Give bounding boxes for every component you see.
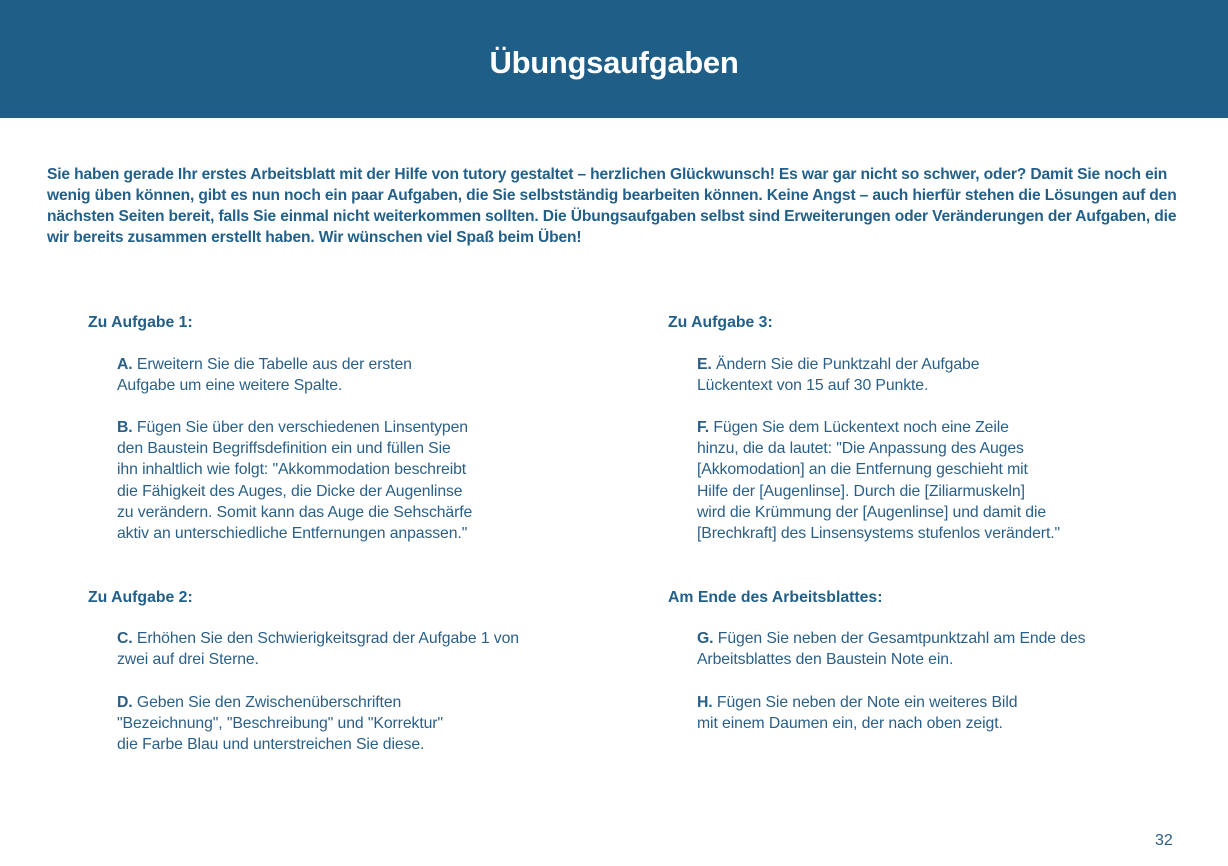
task-text: Fügen Sie neben der Gesamtpunktzahl am Ende des Arbeitsblattes den Baustein Note ein. xyxy=(697,630,1086,669)
task-letter: A. xyxy=(117,356,133,373)
section-title: Zu Aufgabe 2: xyxy=(88,589,193,606)
task-e xyxy=(697,354,979,396)
task-b xyxy=(117,417,472,544)
page-number: 32 xyxy=(1155,832,1173,849)
task-g xyxy=(697,628,1085,670)
task-text: Geben Sie den Zwischenüberschriften "Bezeichnung", "Beschreibung" und "Korrektur" die Farbe Blau und unterstreichen Sie diese. xyxy=(117,694,443,754)
task-letter: H. xyxy=(697,694,713,711)
page-title: Übungsaufgaben xyxy=(489,45,739,80)
task-letter: F. xyxy=(697,419,710,436)
task-letter: B. xyxy=(117,419,133,436)
intro-paragraph: Sie haben gerade Ihr erstes Arbeitsblatt mit der Hilfe von tutory gestaltet – herzlichen Glückwunsch! Es war gar nicht so schwer, oder? Damit Sie noch ein wenig üben können, gibt es nun noch ein paar Aufgaben, die Sie selbstständig bearbeiten können. Keine Angst – auch hierfür stehen die Lösungen auf den nächsten Seiten bereit, falls Sie einmal nicht weiterkommen sollten. Die Übungsaufgaben selbst sind Erweiterungen oder Veränderungen der Aufgaben, die wir bereits zusammen erstellt haben. Wir wünschen viel Spaß beim Üben! xyxy=(47,166,1177,246)
section-title: Zu Aufgabe 3: xyxy=(668,314,773,331)
task-text: Ändern Sie die Punktzahl der Aufgabe Lückentext von 15 auf 30 Punkte. xyxy=(697,356,980,395)
header-banner xyxy=(0,0,1228,118)
task-text: Fügen Sie neben der Note ein weiteres Bild mit einem Daumen ein, der nach oben zeigt. xyxy=(697,694,1018,733)
section-title: Zu Aufgabe 1: xyxy=(88,314,193,331)
task-text: Erhöhen Sie den Schwierigkeitsgrad der Aufgabe 1 von zwei auf drei Sterne. xyxy=(117,630,519,669)
task-letter: C. xyxy=(117,630,133,647)
task-letter: G. xyxy=(697,630,714,647)
task-a xyxy=(117,354,412,396)
task-h xyxy=(697,692,1017,734)
task-letter: D. xyxy=(117,694,133,711)
task-text: Erweitern Sie die Tabelle aus der ersten Aufgabe um eine weitere Spalte. xyxy=(117,356,412,395)
task-c xyxy=(117,628,519,670)
task-d xyxy=(117,692,443,756)
task-f xyxy=(697,417,1060,544)
task-text: Fügen Sie über den verschiedenen Linsentypen den Baustein Begriffsdefinition ein und füllen Sie ihn inhaltlich wie folgt: "Akkommodation beschreibt die Fähigkeit des Auges, die Dicke der Augenlinse zu verändern. Somit kann das Auge die Sehschärfe aktiv an unterschiedliche Entfernungen anpassen." xyxy=(117,419,473,543)
section-title: Am Ende des Arbeitsblattes: xyxy=(668,589,883,606)
task-letter: E. xyxy=(697,356,712,373)
task-text: Fügen Sie dem Lückentext noch eine Zeile hinzu, die da lautet: "Die Anpassung des Auges [Akkomodation] an die Entfernung geschieht mit Hilfe der [Augenlinse]. Durch die [Ziliarmuskeln] wird die Krümmung der [Augenlinse] und damit die [Brechkraft] des Linsensystems stufenlos verändert." xyxy=(697,419,1061,543)
